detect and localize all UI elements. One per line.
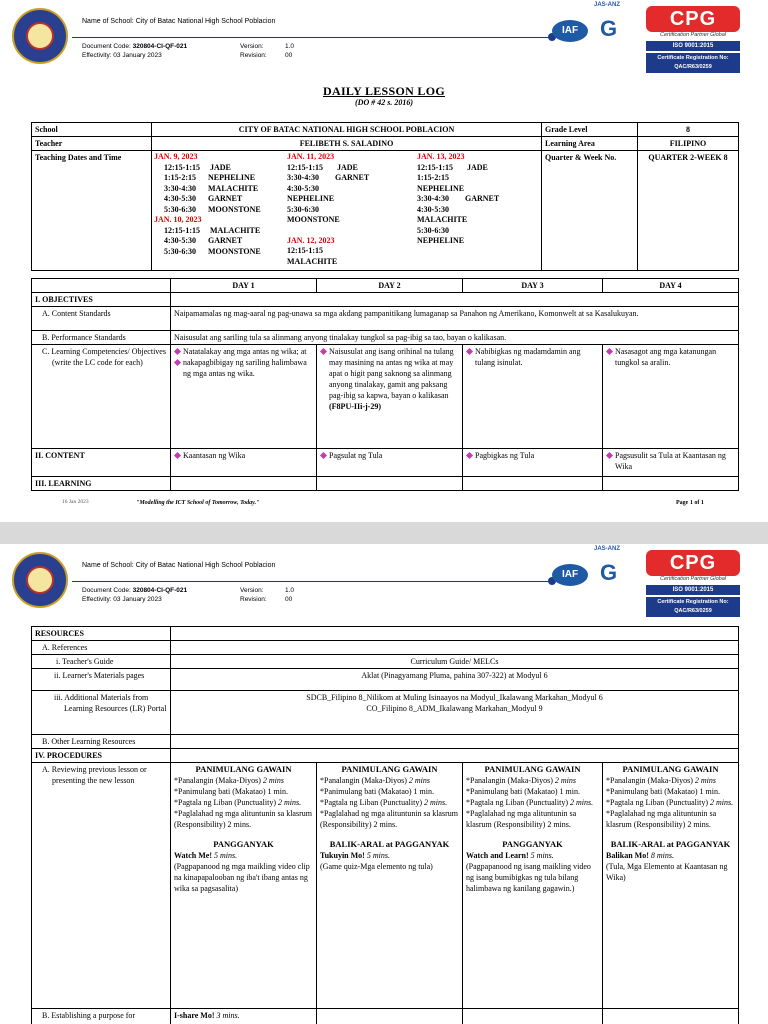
- page-subtitle: (DO # 42 s. 2016): [355, 98, 413, 107]
- day-1-objectives: [171, 345, 317, 449]
- objective-item: Nabibigkas ng madamdamin ang tulang isinulat.: [466, 346, 599, 368]
- day-4-objectives: [603, 345, 739, 449]
- competencies-label: C. Learning Competencies/ Objectives (write the LC code for each): [32, 345, 171, 449]
- day-3-procedure: PANIMULANG GAWAIN *Panalangin (Maka-Diyos) 2 mins *Panimulang bati (Makatao) 1 min. *Pagtala ng Liban (Punctuality) 2 mins. *Paglalahad ng mga alituntunin sa klasrum (Responsibility) 2 mins. PANGGANYAK Watch and Learn! 5 mins. (Pagpapanood ng isang maikling video ng isang bumibigkas ng tula bilang halimbawa ng kanilang gagawin.): [463, 763, 603, 1009]
- day-3-header: DAY 3: [463, 279, 603, 293]
- iso-badge: ISO 9001:2015: [646, 41, 740, 51]
- quarter-value: QUARTER 2-WEEK 8: [638, 151, 739, 271]
- date-jan9: JAN. 9, 2023: [154, 152, 198, 161]
- school-label: School: [32, 123, 152, 137]
- date-jan12: JAN. 12, 2023: [287, 235, 335, 245]
- reviewing-label: A. Reviewing previous lesson or presenting the new lesson: [32, 763, 171, 1009]
- content-item: Pagsulat ng Tula: [320, 450, 459, 461]
- content-standards-value: Naipamamalas ng mag-aaral ng pag-unawa sa mga akdang pampanitikang lumaganap sa Panahon ng Amerikano, Komonwelt at sa Kasalukuyan.: [171, 307, 739, 331]
- schedule-cell: [152, 151, 542, 271]
- establishing-purpose-label: B. Establishing a purpose for: [32, 1009, 171, 1024]
- teacher-value: FELIBETH S. SALADINO: [152, 137, 542, 151]
- schedule-jan13-row: 1:15-2:15: [417, 173, 449, 182]
- school-seal-logo: [12, 8, 68, 64]
- day-3-objectives: [463, 345, 603, 449]
- cpg-tagline: Certification Partner Global: [659, 576, 727, 582]
- schedule-jan12-row: 12:15-1:15: [287, 246, 323, 255]
- schedule-jan11-row: 5:30-6:30: [287, 204, 319, 214]
- schedule-jan13-row: 5:30-6:30: [417, 225, 449, 235]
- g-mark-logo: G: [600, 560, 618, 585]
- resources-label: RESOURCES: [32, 627, 171, 641]
- dates-label: Teaching Dates and Time: [32, 151, 152, 271]
- lc-code: (F8PU-IIi-j-29): [329, 402, 381, 411]
- performance-standards-value: Naisusulat ang sariling tula sa alinmang anyong tinalakay tungkol sa pag-ibig sa tao, bayan o kalikasan.: [171, 331, 739, 345]
- performance-standards-label: B. Performance Standards: [32, 331, 171, 345]
- objective-item: Naisusulat ang isang orihinal na tulang may masining na antas ng wika at may apat o higit pang saknong sa alinmang anyong tinalakay, gamit ang paksang pag-ibig sa kapwa, bayan o kalikasan: [320, 346, 459, 401]
- schedule-jan11-row: MOONSTONE: [287, 215, 340, 224]
- school-value: CITY OF BATAC NATIONAL HIGH SCHOOL POBLACION: [152, 123, 542, 137]
- day-4-header: DAY 4: [603, 279, 739, 293]
- resources-table: RESOURCES A. References i. Teacher's Guide Curriculum Guide/ MELCs ii. Learner's Materials pages Aklat (Pinagyamang Pluma, pahina 307-322) at Modyul 6 iii. Additional Materials from Learning Resources (LR) Portal SDCB_Filipino 8_Nilikom at Muling Isinaayos na Modyul_Ikalawang Markahan_Modyul 6 CO_Filipino 8_ADM_Ikalawang Markahan_Modyul 9 B. Other Learning Resources IV. PROCEDURES A. Reviewing previous lesson or presenting the new lesson PANIMULANG GAWAIN *Panalangin (Maka-Diyos) 2 mins *Panimulang bati (Makatao) 1 min. *Pagtala ng Liban (Punctuality) 2 mins. *Paglalahad ng mga alituntunin sa klasrum (Responsibility) 2 mins. PANGGANYAK Watch Me! 5 mins. (Pagpapanood ng mga maikling video clip na kinapapalooban ng iba't ibang antas ng wika sa pagsasalita) PANIMULANG GAWAIN *Panalangin (Maka-Diyos) 2 mins *Panimulang bati (Makatao) 1 min. *Pagtala ng Liban (Punctuality) 2 mins. *Paglalahad ng mga alituntunin sa klasrum (Responsibility) 2 mins. BALIK-ARAL at PAGGANYAK Tukuyin Mo! 5 mins. (Game quiz-Mga elemento ng tula) PANIMULANG GAWAIN *Panalangin (Maka-Diyos) 2 mins *Panimulang bati (Makatao) 1 min. *Pagtala ng Liban (Punctuality) 2 mins. *Paglalahad ng mga alituntunin sa klasrum (Responsibility) 2 mins. PANGGANYAK Watch and Learn! 5 mins. (Pagpapanood ng isang maikling video ng isang bumibigkas ng tula bilang halimbawa ng kanilang gagawin.) PANIMULANG GAWAIN *Panalangin (Maka-Diyos) 2 mins *Panimulang bati (Makatao) 1 min. *Pagtala ng Liban (Punctuality) 2 mins. *Paglalahad ng mga alituntunin sa klasrum (Responsibility) 2 mins. BALIK-ARAL at PAGGANYAK Balikan Mo! 8 mins. (Tula, Mga Elemento at Kaantasan ng Wika) B. Establishing a purpose for I-share Mo! 3 mins.: [31, 626, 739, 1024]
- page-title: DAILY LESSON LOG: [323, 84, 445, 98]
- schedule-jan10-row: 4:30-5:30 GARNET: [164, 236, 243, 245]
- area-label: Learning Area: [542, 137, 638, 151]
- quarter-label: Quarter & Week No.: [542, 151, 638, 271]
- info-table: [31, 122, 739, 271]
- cpg-logo: CPG: [646, 6, 740, 32]
- schedule-jan9-row: 1:15-2:15 NEPHELINE: [164, 173, 256, 182]
- jas-anz-logo: JAS-ANZ: [594, 546, 621, 552]
- content-item: Pagbigkas ng Tula: [466, 450, 599, 461]
- content-item: Pagsusulit sa Tula at Kaantasan ng Wika: [606, 450, 735, 472]
- footer-motto: "Modelling the ICT School of Tomorrow, Today.": [136, 500, 260, 506]
- additional-materials-value: SDCB_Filipino 8_Nilikom at Muling Isinaayos na Modyul_Ikalawang Markahan_Modyul 6 CO_Filipino 8_ADM_Ikalawang Markahan_Modyul 9: [171, 691, 739, 735]
- learners-materials-value: Aklat (Pinagyamang Pluma, pahina 307-322) at Modyul 6: [171, 669, 739, 691]
- footer-date: 16 Jan 2023: [62, 499, 89, 505]
- g-mark-logo: G: [600, 16, 618, 41]
- objective-item: Natatalakay ang mga antas ng wika; at: [174, 346, 313, 357]
- schedule-jan11-row: 4:30-5:30: [287, 183, 319, 193]
- document-code: Document Code: 320804-CI-QF-021 Effectivity: 03 January 2023: [82, 43, 188, 59]
- schedule-jan12-row: MALACHITE: [287, 256, 338, 266]
- document-header: [0, 544, 768, 624]
- teacher-label: Teacher: [32, 137, 152, 151]
- content-item: Kaantasan ng Wika: [174, 450, 313, 461]
- school-name: Name of School: City of Batac National High School Poblacion: [82, 562, 276, 569]
- school-name: Name of School: City of Batac National High School Poblacion: [82, 18, 276, 25]
- schedule-jan13-row: 12:15-1:15 JADE: [417, 162, 488, 172]
- version-values: 1.0 00: [285, 587, 295, 603]
- schedule-jan10-row: 12:15-1:15 MALACHITE: [164, 225, 261, 235]
- other-resources-label: B. Other Learning Resources: [32, 735, 171, 749]
- area-value: FILIPINO: [638, 137, 739, 151]
- content-standards-label: A. Content Standards: [32, 307, 171, 331]
- schedule-jan11-row: 12:15-1:15 JADE: [287, 162, 358, 172]
- objectives-table: [31, 278, 739, 491]
- document-code: Document Code: 320804-CI-QF-021 Effectivity: 03 January 2023: [82, 587, 188, 603]
- day-1-header: DAY 1: [171, 279, 317, 293]
- version-labels: Version: Revision:: [240, 43, 267, 59]
- schedule-jan13-row: MALACHITE: [417, 215, 468, 224]
- date-jan13: JAN. 13, 2023: [417, 152, 465, 161]
- date-jan11: JAN. 11, 2023: [287, 152, 335, 161]
- content-label: II. CONTENT: [32, 449, 171, 477]
- objective-item: nakapagbibigay ng sariling halimbawa ng mga antas ng wika.: [174, 357, 313, 379]
- version-values: 1.0 00: [285, 43, 295, 59]
- schedule-jan13-row: 3:30-4:30 GARNET: [417, 194, 500, 203]
- day-2-procedure: PANIMULANG GAWAIN *Panalangin (Maka-Diyos) 2 mins *Panimulang bati (Makatao) 1 min. *Pagtala ng Liban (Punctuality) 2 mins. *Paglalahad ng mga alituntunin sa klasrum (Responsibility) 2 mins. BALIK-ARAL at PAGGANYAK Tukuyin Mo! 5 mins. (Game quiz-Mga elemento ng tula): [317, 763, 463, 1009]
- day-2-objectives: [317, 345, 463, 449]
- schedule-jan11-row: NEPHELINE: [287, 194, 335, 203]
- day-4-procedure: PANIMULANG GAWAIN *Panalangin (Maka-Diyos) 2 mins *Panimulang bati (Makatao) 1 min. *Pagtala ng Liban (Punctuality) 2 mins. *Paglalahad ng mga alituntunin sa klasrum (Responsibility) 2 mins. BALIK-ARAL at PAGGANYAK Balikan Mo! 8 mins. (Tula, Mga Elemento at Kaantasan ng Wika): [603, 763, 739, 1009]
- header-divider: [72, 581, 550, 582]
- schedule-jan10-row: 5:30-6:30 MOONSTONE: [164, 246, 261, 256]
- schedule-jan13-row: 4:30-5:30: [417, 204, 449, 214]
- registration-badge: Certificate Registration No: QAC/R63/0259: [646, 597, 740, 617]
- day-1-procedure: PANIMULANG GAWAIN *Panalangin (Maka-Diyos) 2 mins *Panimulang bati (Makatao) 1 min. *Pagtala ng Liban (Punctuality) 2 mins. *Paglalahad ng mga alituntunin sa klasrum (Responsibility) 2 mins. PANGGANYAK Watch Me! 5 mins. (Pagpapanood ng mga maikling video clip na kinapapalooban ng iba't ibang antas ng wika sa pagsasalita): [171, 763, 317, 1009]
- learners-materials-label: ii. Learner's Materials pages: [32, 669, 171, 691]
- additional-materials-label: iii. Additional Materials from Learning Resources (LR) Portal: [32, 691, 171, 735]
- day-2-header: DAY 2: [317, 279, 463, 293]
- schedule-jan9-row: 4:30-5:30 GARNET: [164, 194, 243, 203]
- schedule-jan9-row: 5:30-6:30 MOONSTONE: [164, 204, 261, 214]
- schedule-jan13-row: NEPHELINE: [417, 236, 465, 245]
- document-header: [0, 0, 768, 80]
- learning-label: III. LEARNING: [32, 477, 171, 491]
- grade-label: Grade Level: [542, 123, 638, 137]
- grade-value: 8: [638, 123, 739, 137]
- registration-badge: Certificate Registration No: QAC/R63/0259: [646, 53, 740, 73]
- header-divider: [72, 37, 550, 38]
- schedule-jan9-row: 3:30-4:30 MALACHITE: [164, 183, 259, 193]
- references-label: A. References: [32, 641, 171, 655]
- objectives-label: I. OBJECTIVES: [32, 293, 171, 307]
- cpg-tagline: Certification Partner Global: [659, 32, 727, 38]
- iso-badge: ISO 9001:2015: [646, 585, 740, 595]
- teachers-guide-label: i. Teacher's Guide: [32, 655, 171, 669]
- jas-anz-logo: JAS-ANZ: [594, 2, 621, 8]
- teachers-guide-value: Curriculum Guide/ MELCs: [171, 655, 739, 669]
- date-jan10: JAN. 10, 2023: [154, 215, 202, 224]
- schedule-jan13-row: NEPHELINE: [417, 183, 465, 193]
- schedule-jan11-row: 3:30-4:30 GARNET: [287, 173, 370, 182]
- iaf-logo: IAF: [552, 564, 588, 586]
- page-2: [0, 544, 768, 1024]
- objective-item: Nasasagot ang mga katanungan tungkol sa aralin.: [606, 346, 735, 368]
- procedures-label: IV. PROCEDURES: [32, 749, 171, 763]
- cpg-logo: CPG: [646, 550, 740, 576]
- version-labels: Version: Revision:: [240, 587, 267, 603]
- school-seal-logo: [12, 552, 68, 608]
- schedule-jan9-row: 12:15-1:15 JADE: [164, 162, 231, 172]
- page-number: Page 1 of 1: [676, 500, 704, 506]
- iaf-logo: IAF: [552, 20, 588, 42]
